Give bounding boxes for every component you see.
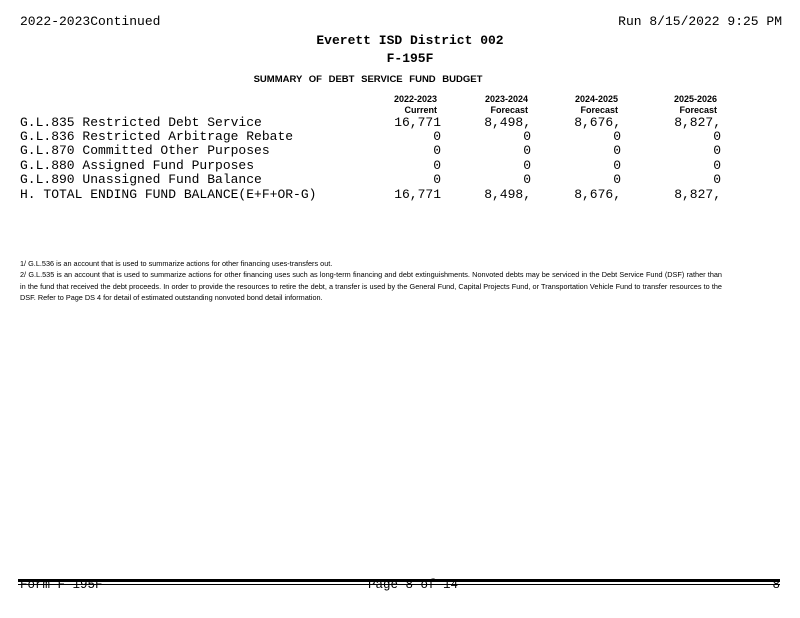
footnotes [20, 258, 722, 304]
cell-gl880-2023: 0 [523, 158, 531, 173]
cell-total-2025: 8,827, [674, 187, 721, 202]
cell-gl880-2024: 0 [613, 158, 621, 173]
row-label-gl835: G.L.835 Restricted Debt Service [20, 115, 262, 130]
summary-title: SUMMARY OF DEBT SERVICE FUND BUDGET [253, 74, 483, 85]
cell-gl890-2024: 0 [613, 172, 621, 187]
cell-gl870-2024: 0 [613, 143, 621, 158]
cell-gl880-2022: 0 [433, 158, 441, 173]
cell-gl870-2023: 0 [523, 143, 531, 158]
cell-gl835-2022: 16,771 [394, 115, 441, 130]
row-label-gl880: G.L.880 Assigned Fund Purposes [20, 158, 255, 173]
footer-page-label: Page 8 of 14 [368, 578, 459, 592]
cell-gl870-2025: 0 [713, 143, 721, 158]
row-label-gl870: G.L.870 Committed Other Purposes [20, 143, 270, 158]
header-run-timestamp: Run 8/15/2022 9:25 PM [618, 14, 782, 29]
cell-total-2023: 8,498, [484, 187, 531, 202]
cell-gl836-2023: 0 [523, 129, 531, 144]
row-label-gl836: G.L.836 Restricted Arbitrage Rebate [20, 129, 294, 144]
footnote-2: 2/ G.L.535 is an account that is used to summarize actions for other financing uses such as long-term financing and debt extinguishments. Nonvoted debts may be serviced in the Debt Service Fund (DSF) rather than in the fund that received the debt proceeds. In order to provide the resources to retire the debt, a transfer is used by the General Fund, Capital Projects Fund, or Transportation Vehicle Fund to transfer resources to the DSF. Refer to Page DS 4 for detail of estimated outstanding nonvoted bond detail information. [20, 270, 722, 303]
cell-gl880-2025: 0 [713, 158, 721, 173]
cell-gl835-2023: 8,498, [484, 115, 531, 130]
cell-gl836-2024: 0 [613, 129, 621, 144]
footnote-1: 1/ G.L.536 is an account that is used to summarize actions for other financing uses-transfers out. [20, 259, 333, 268]
form-title: F-195F [386, 51, 434, 66]
column-header-2022-2023: 2022-2023 Current [393, 94, 437, 115]
row-label-gl890: G.L.890 Unassigned Fund Balance [20, 172, 262, 187]
cell-total-2024: 8,676, [574, 187, 621, 202]
column-header-2023-2024: 2023-2024 Forecast [484, 94, 528, 115]
row-label-total: H. TOTAL ENDING FUND BALANCE(E+F+OR-G) [20, 187, 317, 202]
footer-page-number: 8 [772, 578, 780, 592]
cell-gl836-2022: 0 [433, 129, 441, 144]
column-header-2025-2026: 2025-2026 Forecast [673, 94, 717, 115]
column-header-2024-2025: 2024-2025 Forecast [574, 94, 618, 115]
district-title: Everett ISD District 002 [316, 33, 504, 48]
cell-gl890-2023: 0 [523, 172, 531, 187]
footer-form-id: Form F-195F [20, 578, 103, 592]
cell-gl835-2024: 8,676, [574, 115, 621, 130]
cell-gl835-2025: 8,827, [674, 115, 721, 130]
cell-gl870-2022: 0 [433, 143, 441, 158]
header-fiscal-year: 2022-2023Continued [20, 14, 161, 29]
cell-total-2022: 16,771 [394, 187, 441, 202]
cell-gl836-2025: 0 [713, 129, 721, 144]
cell-gl890-2022: 0 [433, 172, 441, 187]
cell-gl890-2025: 0 [713, 172, 721, 187]
